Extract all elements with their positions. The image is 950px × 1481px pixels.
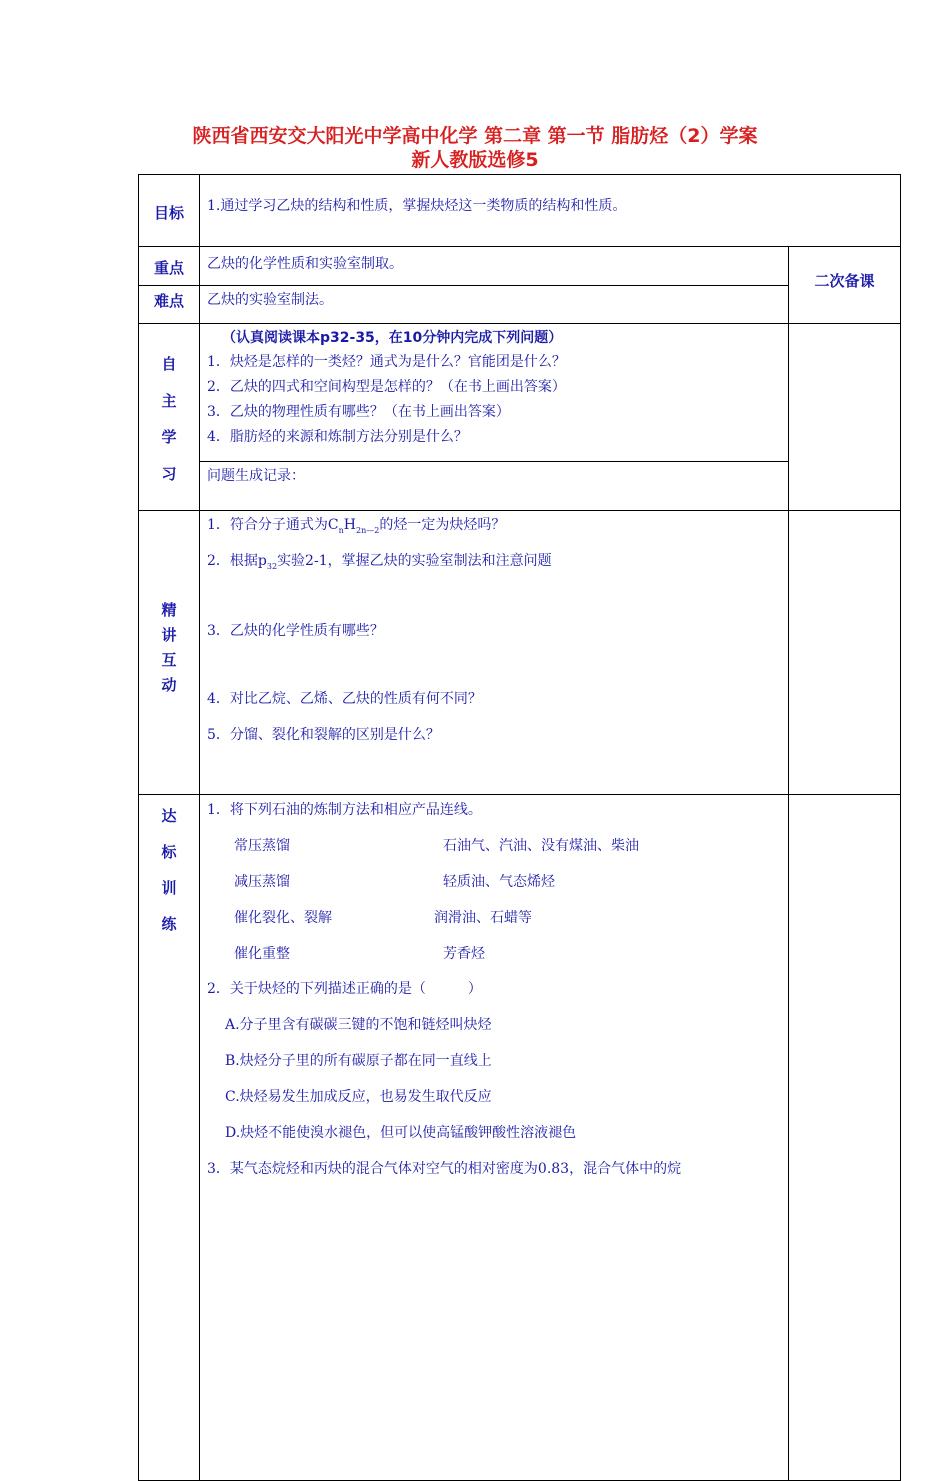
label-practice [139, 798, 199, 942]
q1-suffix: 的烃一定为炔烃吗？ [379, 517, 506, 533]
key-point-text: 乙炔的化学性质和实验室制取。 [207, 256, 403, 272]
label-char: 互 [161, 651, 177, 669]
q1-prefix: 1．符合分子通式为C [207, 517, 339, 533]
subscript-n: n [338, 525, 344, 535]
answer-option: B.炔烃分子里的所有碳原子都在同一直线上 [225, 1053, 492, 1069]
row-divider [138, 323, 901, 324]
document-title-line1: 陕西省西安交大阳光中学高中化学 第二章 第一节 脂肪烃（2）学案 [192, 125, 758, 147]
document-title-line2: 新人教版选修5 [411, 149, 539, 171]
label-char: 动 [161, 676, 177, 694]
refining-method: 常压蒸馏 [234, 838, 290, 854]
lecture-question-5: 5．分馏、裂化和裂解的区别是什么？ [207, 727, 440, 743]
difficult-point-text: 乙炔的实验室制法。 [207, 292, 333, 308]
refining-method: 减压蒸馏 [234, 874, 290, 890]
label-difficult-point: 难点 [153, 292, 184, 310]
q1-hydrogen: H [343, 517, 356, 533]
label-column-divider [199, 174, 200, 1481]
answer-option: C.炔烃易发生加成反应，也易发生取代反应 [225, 1089, 492, 1105]
label-char: 自 [161, 355, 177, 373]
self-study-instruction: （认真阅读课本p32-35，在10分钟内完成下列问题） [222, 330, 563, 346]
row-divider [199, 461, 788, 462]
refining-product: 轻质油、气态烯烃 [443, 874, 555, 890]
label-char: 达 [161, 807, 177, 825]
refining-method: 催化裂化、裂解 [234, 910, 332, 926]
problem-record-label: 问题生成记录： [207, 468, 305, 484]
self-study-question: 2．乙炔的四式和空间构型是怎样的？（在书上画出答案） [207, 379, 566, 395]
label-char: 讲 [161, 626, 177, 644]
lecture-question-3: 3．乙炔的化学性质有哪些？ [207, 623, 384, 639]
label-goal: 目标 [153, 204, 184, 222]
q2-suffix: 实验2-1，掌握乙炔的实验室制法和注意问题 [277, 553, 552, 569]
row-divider [138, 246, 901, 247]
label-char: 训 [161, 879, 177, 897]
goal-text: 1.通过学习乙炔的结构和性质，掌握炔烃这一类物质的结构和性质。 [207, 198, 627, 214]
row-divider [138, 510, 901, 511]
label-char: 主 [161, 391, 177, 410]
practice-question-1: 1．将下列石油的炼制方法和相应产品连线。 [207, 802, 482, 818]
label-char: 标 [161, 843, 177, 861]
label-char: 练 [161, 915, 177, 933]
practice-question-3: 3．某气态烷烃和丙炔的混合气体对空气的相对密度为0.83，混合气体中的烷 [207, 1161, 682, 1177]
answer-option: A.分子里含有碳碳三键的不饱和链烃叫炔烃 [225, 1017, 492, 1033]
lecture-question-1 [207, 515, 505, 541]
refining-product: 芳香烃 [443, 946, 485, 962]
refining-product: 石油气、汽油、没有煤油、柴油 [443, 838, 639, 854]
row-divider [138, 285, 788, 286]
subscript-2n-2: 2n—2 [356, 525, 380, 535]
self-study-question: 3．乙炔的物理性质有哪些？（在书上画出答案） [207, 404, 510, 420]
refining-product: 润滑油、石蜡等 [434, 910, 532, 926]
label-self-study [139, 346, 199, 492]
label-char: 学 [161, 428, 177, 446]
label-second-prep: 二次备课 [814, 272, 875, 290]
refining-method: 催化重整 [234, 946, 290, 962]
subscript-32: 32 [266, 561, 278, 571]
notes-column-divider [788, 246, 789, 1481]
label-key-point: 重点 [153, 259, 184, 277]
self-study-question: 1．炔烃是怎样的一类烃？通式为是什么？官能团是什么？ [207, 354, 566, 370]
q2-prefix: 2．根据p [207, 553, 267, 569]
practice-question-2: 2．关于炔烃的下列描述正确的是（ ） [207, 981, 482, 997]
lecture-question-4: 4．对比乙烷、乙烯、乙炔的性质有何不同？ [207, 691, 482, 707]
answer-option: D.炔烃不能使溴水褪色，但可以使高锰酸钾酸性溶液褪色 [225, 1125, 577, 1141]
row-divider [138, 794, 901, 795]
lecture-question-2 [207, 551, 552, 577]
self-study-question: 4．脂肪烃的来源和炼制方法分别是什么？ [207, 429, 468, 445]
label-char: 习 [161, 464, 177, 483]
label-char: 精 [161, 601, 177, 619]
label-lecture [139, 598, 199, 698]
